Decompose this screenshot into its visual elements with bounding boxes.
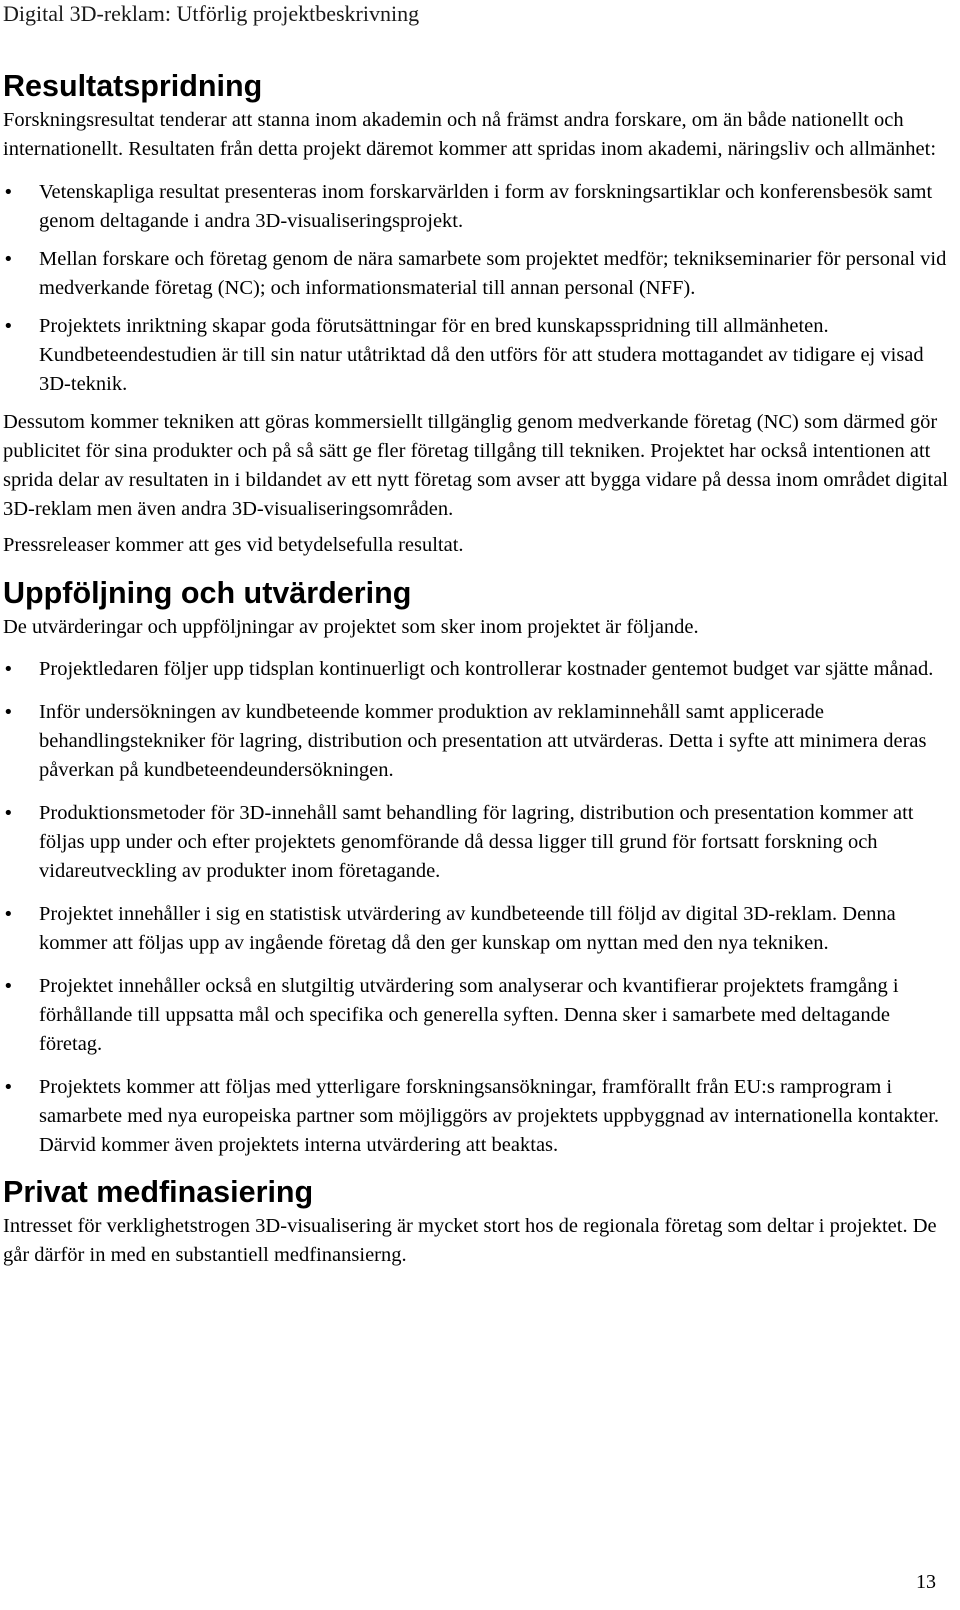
running-header: Digital 3D-reklam: Utförlig projektbeskrivning	[3, 1, 420, 26]
list-item: • Mellan forskare och företag genom de nära samarbete som projektet medför; teknikseminarier för personal vid medverkande företag (NC); och informationsmaterial till annan personal (NFF).	[3, 245, 948, 303]
paragraph: Pressreleaser kommer att ges vid betydelsefulla resultat.	[3, 534, 464, 556]
section-resultatspridning	[3, 68, 948, 560]
section-heading: Resultatspridning	[3, 69, 263, 103]
paragraph: Intresset för verklighetstrogen 3D-visualisering är mycket stort hos de regionala företag som deltar i projektet. De går därför in med en substantiell medfinansierng.	[3, 1215, 937, 1266]
page-number: 13	[916, 1571, 936, 1593]
section-heading: Privat medfinasiering	[3, 1175, 314, 1209]
list-item: • Projektets inriktning skapar goda förutsättningar för en bred kunskapsspridning till allmänheten. Kundbeteendestudien är till sin natur utåtriktad då den utförs för att studera mottagandet av tidigare ej visad 3D-teknik.	[3, 312, 948, 399]
list-item: • Inför undersökningen av kundbeteende kommer produktion av reklaminnehåll samt applicerade behandlingstekniker för lagring, distribution och presentation att utvärderas. Detta i syfte att minimera deras påverkan på kundbeteendeundersökningen.	[3, 698, 948, 785]
paragraph: Forskningsresultat tenderar att stanna inom akademin och nå främst andra forskare, om än både nationellt och internationellt. Resultaten från detta projekt däremot kommer att spridas inom akademi, näringsliv och allmänhet:	[3, 109, 937, 160]
list-item: • Produktionsmetoder för 3D-innehåll samt behandling för lagring, distribution och presentation kommer att följas upp under och efter projektets genomförande då dessa ligger till grund för fortsatt forskning och vidareutveckling av produkter inom företagande.	[3, 799, 948, 886]
list-item: • Projektets kommer att följas med ytterligare forskningsansökningar, framförallt från EU:s ramprogram i samarbete med nya europeiska partner som möjliggörs av projektets uppbyggnad av internationella kontakter. Därvid kommer även projektets interna utvärdering att beaktas.	[3, 1073, 948, 1160]
list-item: • Vetenskapliga resultat presenteras inom forskarvärlden i form av forskningsartiklar och konferensbesök samt genom deltagande i andra 3D-visualiseringsprojekt.	[3, 178, 948, 236]
paragraph: De utvärderingar och uppföljningar av projektet som sker inom projektet är följande.	[3, 616, 699, 638]
bullet-list	[3, 655, 948, 1160]
section-uppfoljning	[3, 575, 948, 1160]
list-item: • Projektet innehåller också en slutgiltig utvärdering som analyserar och kvantifierar projektets framgång i förhållande till uppsatta mål och specifika och generella syften. Denna sker i samarbete med deltagande företag.	[3, 972, 948, 1059]
bullet-list	[3, 178, 948, 399]
section-privat-medfinansiering	[3, 1174, 948, 1270]
paragraph: Dessutom kommer tekniken att göras kommersiellt tillgänglig genom medverkande företag (NC) som därmed gör publicitet för sina produkter och på så sätt ge fler företag tillgång till tekniken. Projektet har också intentionen att sprida delar av resultaten in i bildandet av ett nytt företag som avser att bygga vidare på dessa inom området digital 3D-reklam men även andra 3D-visualiseringsområden.	[3, 411, 948, 520]
list-item: • Projektledaren följer upp tidsplan kontinuerligt och kontrollerar kostnader gentemot budget var sjätte månad.	[3, 655, 948, 684]
document-body	[3, 68, 948, 1277]
list-item: • Projektet innehåller i sig en statistisk utvärdering av kundbeteende till följd av digital 3D-reklam. Denna kommer att följas upp av ingående företag då den ger kunskap om nyttan med den nya tekniken.	[3, 900, 948, 958]
section-heading: Uppföljning och utvärdering	[3, 576, 412, 610]
